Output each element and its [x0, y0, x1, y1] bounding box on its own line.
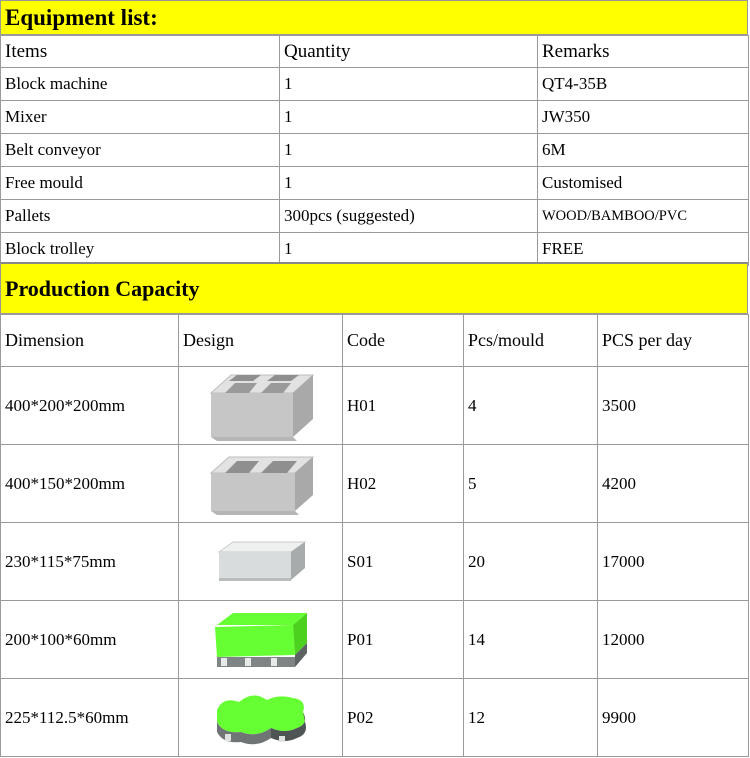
hollow-block-icon — [205, 453, 317, 515]
code-cell: H02 — [343, 445, 464, 523]
table-row — [1, 167, 749, 200]
table-row — [1, 233, 749, 266]
item-cell: Mixer — [1, 101, 280, 134]
pcs-per-day-cell: 12000 — [598, 601, 749, 679]
dimension-cell: 230*115*75mm — [1, 523, 179, 601]
code-cell: S01 — [343, 523, 464, 601]
item-cell: Belt conveyor — [1, 134, 280, 167]
quantity-cell: 300pcs (suggested) — [280, 200, 538, 233]
quantity-cell: 1 — [280, 101, 538, 134]
equipment-table — [0, 35, 749, 266]
hollow-block-icon — [205, 371, 317, 441]
column-header-remarks: Remarks — [538, 36, 749, 68]
remarks-cell: Customised — [538, 167, 749, 200]
design-cell — [179, 445, 343, 523]
quantity-cell: 1 — [280, 167, 538, 200]
dimension-cell: 200*100*60mm — [1, 601, 179, 679]
pcs-mould-cell: 4 — [464, 367, 598, 445]
dimension-cell: 400*200*200mm — [1, 367, 179, 445]
pcs-per-day-cell: 4200 — [598, 445, 749, 523]
remarks-cell: JW350 — [538, 101, 749, 134]
table-row — [1, 68, 749, 101]
remarks-cell: WOOD/BAMBOO/PVC — [538, 200, 749, 233]
column-header-dimension: Dimension — [1, 315, 179, 367]
pcs-mould-cell: 20 — [464, 523, 598, 601]
table-row — [1, 134, 749, 167]
table-row — [1, 523, 749, 601]
code-cell: P01 — [343, 601, 464, 679]
production-table — [0, 314, 749, 757]
equipment-list-title: Equipment list: — [0, 0, 748, 35]
pcs-per-day-cell: 3500 — [598, 367, 749, 445]
production-header-row — [1, 315, 749, 367]
table-row — [1, 101, 749, 134]
quantity-cell: 1 — [280, 68, 538, 101]
pcs-mould-cell: 12 — [464, 679, 598, 757]
equipment-header-row — [1, 36, 749, 68]
column-header-pcs-per-day: PCS per day — [598, 315, 749, 367]
column-header-items: Items — [1, 36, 280, 68]
pcs-per-day-cell: 17000 — [598, 523, 749, 601]
pcs-mould-cell: 5 — [464, 445, 598, 523]
design-cell — [179, 679, 343, 757]
item-cell: Pallets — [1, 200, 280, 233]
item-cell: Free mould — [1, 167, 280, 200]
table-row — [1, 601, 749, 679]
column-header-design: Design — [179, 315, 343, 367]
production-capacity-title: Production Capacity — [0, 262, 748, 314]
code-cell: P02 — [343, 679, 464, 757]
table-row — [1, 445, 749, 523]
item-cell: Block trolley — [1, 233, 280, 266]
rectangular-paver-icon — [209, 611, 313, 669]
quantity-cell: 1 — [280, 233, 538, 266]
solid-brick-icon — [211, 538, 311, 586]
remarks-cell: FREE — [538, 233, 749, 266]
table-row — [1, 367, 749, 445]
table-row — [1, 200, 749, 233]
code-cell: H01 — [343, 367, 464, 445]
table-row — [1, 679, 749, 757]
design-cell — [179, 601, 343, 679]
zigzag-paver-icon — [209, 688, 313, 748]
dimension-cell: 225*112.5*60mm — [1, 679, 179, 757]
design-cell — [179, 523, 343, 601]
column-header-code: Code — [343, 315, 464, 367]
design-cell — [179, 367, 343, 445]
remarks-cell: 6M — [538, 134, 749, 167]
item-cell: Block machine — [1, 68, 280, 101]
column-header-quantity: Quantity — [280, 36, 538, 68]
column-header-pcs-mould: Pcs/mould — [464, 315, 598, 367]
pcs-mould-cell: 14 — [464, 601, 598, 679]
remarks-cell: QT4-35B — [538, 68, 749, 101]
quantity-cell: 1 — [280, 134, 538, 167]
pcs-per-day-cell: 9900 — [598, 679, 749, 757]
dimension-cell: 400*150*200mm — [1, 445, 179, 523]
